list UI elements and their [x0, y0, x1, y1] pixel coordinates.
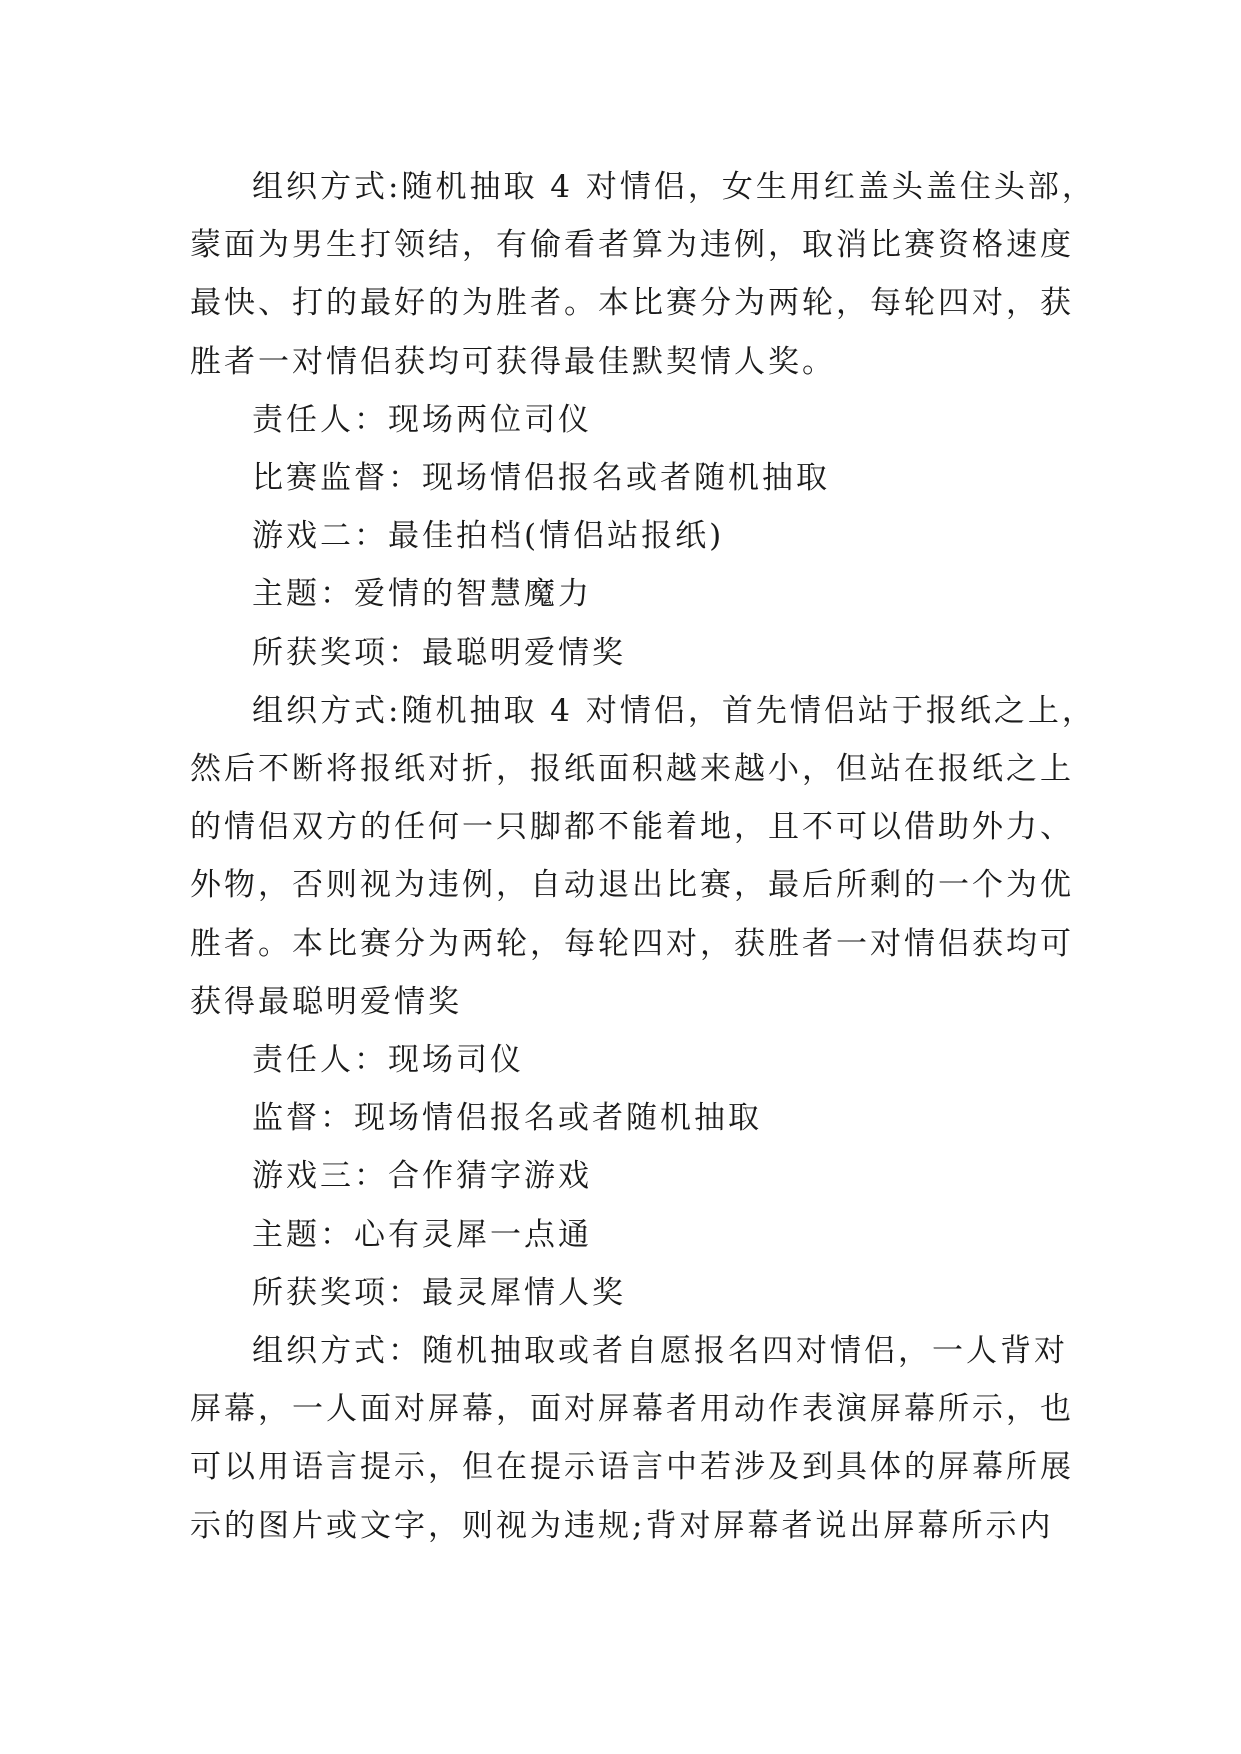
- text-line: 可以用语言提示，但在提示语言中若涉及到具体的屏幕所展: [190, 1449, 1074, 1486]
- text-line: 最快、打的最好的为胜者。本比赛分为两轮，每轮四对，获: [190, 285, 1074, 322]
- paragraph-theme-game2: [190, 565, 1060, 623]
- text-line: 然后不断将报纸对折，报纸面积越来越小，但站在报纸之上: [190, 751, 1074, 788]
- text-line: 外物，否则视为违例，自动退出比赛，最后所剩的一个为优: [190, 867, 1074, 904]
- paragraph-game2-title: [190, 507, 1060, 565]
- paragraph-theme-game3: [190, 1206, 1060, 1264]
- text-line: 屏幕，一人面对屏幕，面对屏幕者用动作表演屏幕所示，也: [190, 1391, 1074, 1428]
- paragraph-award-game2: [190, 624, 1060, 682]
- paragraph-supervision-game1: [190, 449, 1060, 507]
- paragraph-organization-method-game3: [190, 1322, 1074, 1555]
- text-line: 责任人：现场司仪: [252, 1042, 524, 1079]
- paragraph-supervision-game2: [190, 1089, 1060, 1147]
- text-line: 责任人：现场两位司仪: [252, 401, 592, 438]
- text-line: 蒙面为男生打领结，有偷看者算为违例，取消比赛资格速度: [190, 227, 1074, 264]
- text-line: 获得最聪明爱情奖: [190, 983, 462, 1020]
- text-line: 所获奖项：最灵犀情人奖: [252, 1274, 626, 1311]
- paragraph-award-game3: [190, 1264, 1060, 1322]
- text-line: 监督：现场情侣报名或者随机抽取: [252, 1100, 762, 1137]
- text-line: 游戏三：合作猜字游戏: [252, 1158, 592, 1195]
- text-line: 比赛监督：现场情侣报名或者随机抽取: [252, 460, 830, 497]
- text-line: 所获奖项：最聪明爱情奖: [252, 634, 626, 671]
- paragraph-organization-method-game1: [190, 158, 1096, 391]
- paragraph-responsible-person-game1: [190, 391, 1060, 449]
- text-line: 组织方式：随机抽取或者自愿报名四对情侣，一人背对: [252, 1333, 1068, 1370]
- text-line: 示的图片或文字，则视为违规;背对屏幕者说出屏幕所示内: [190, 1507, 1054, 1544]
- text-line: 组织方式:随机抽取 4 对情侣，首先情侣站于报纸之上，: [252, 692, 1096, 729]
- text-line: 的情侣双方的任何一只脚都不能着地，且不可以借助外力、: [190, 809, 1074, 846]
- text-line: 主题：爱情的智慧魔力: [252, 576, 592, 613]
- paragraph-organization-method-game2: [190, 682, 1096, 1031]
- text-line: 组织方式:随机抽取 4 对情侣，女生用红盖头盖住头部，: [252, 169, 1096, 205]
- paragraph-game3-title: [190, 1147, 1060, 1205]
- text-line: 胜者。本比赛分为两轮，每轮四对，获胜者一对情侣获均可: [190, 925, 1074, 962]
- text-line: 游戏二：最佳拍档(情侣站报纸): [252, 518, 725, 555]
- document-body: [190, 158, 1096, 1555]
- paragraph-responsible-person-game2: [190, 1031, 1060, 1089]
- text-line: 主题：心有灵犀一点通: [252, 1216, 592, 1253]
- text-line: 胜者一对情侣获均可获得最佳默契情人奖。: [190, 343, 836, 380]
